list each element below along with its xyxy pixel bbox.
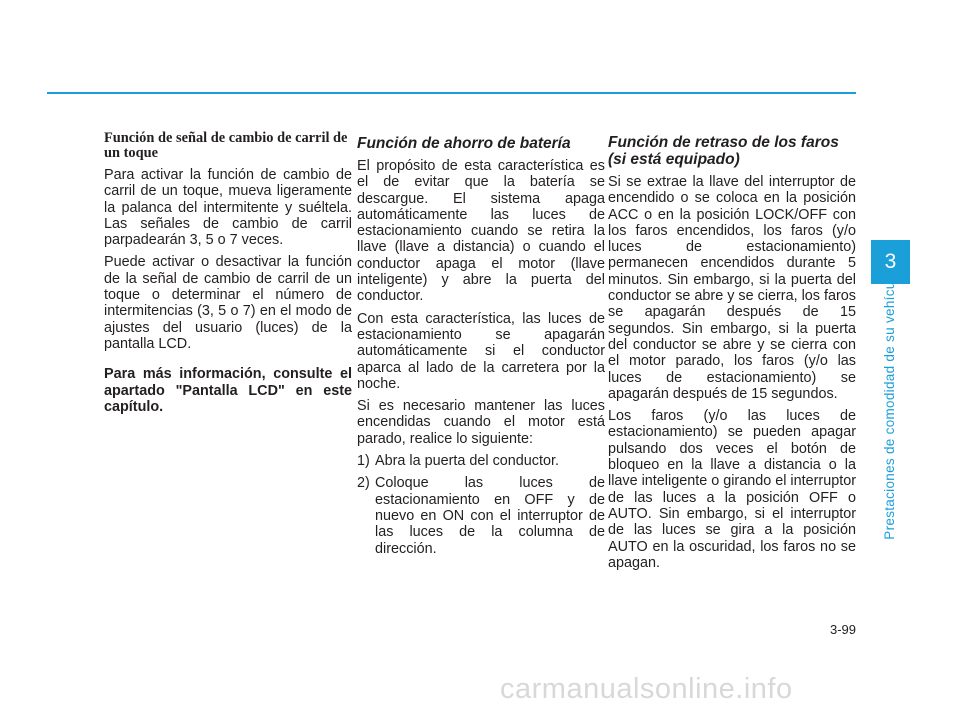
list-item (357, 475, 605, 556)
paragraph: Para activar la función de cambio de carril de un toque, mueva ligeramente la palanca del intermitente y suéltela. Las señales de cambio de carril parpadearán 3, 5 o 7 veces. (104, 167, 352, 249)
list-item (357, 453, 605, 469)
watermark: carmanualsonline.info (500, 673, 793, 705)
list-number: 1) (357, 453, 370, 470)
paragraph: El propósito de esta característica es el de evitar que la batería se descargue. El sistema apaga automáticamente las luces de estacionamiento cuando se retira la llave (llave a distancia) o cuando el conductor apaga el motor (llave inteligente) y abre la puerta del conductor. (357, 158, 605, 305)
info-note: Para más información, consulte el apartado "Pantalla LCD" en este capítulo. (104, 366, 352, 415)
section-heading: Función de retraso de los faros (si está equipado) (608, 134, 839, 168)
list-text: Abra la puerta del conductor. (375, 453, 560, 470)
top-rule (47, 92, 856, 94)
chapter-tab: 3 (871, 240, 910, 284)
column-one-touch-lane-change (104, 131, 352, 421)
page-number: 3-99 (829, 622, 856, 637)
column-battery-saver (357, 131, 605, 563)
paragraph: Los faros (y/o las luces de estacionamiento) se pueden apagar pulsando dos veces el botón de bloqueo en la llave a distancia o la llave inteligente o girando el interruptor de las luces a la posición OFF o AUTO. Sin embargo, si el interruptor de las luces se gira a la posición AUTO en la oscuridad, los faros no se apagan. (608, 408, 856, 571)
chapter-title-vertical: Prestaciones de comodidad de su vehículo (882, 270, 897, 540)
paragraph: Con esta característica, las luces de estacionamiento se apagarán automáticamente si el conductor aparca al lado de la carretera por la noche. (357, 310, 605, 392)
column-headlight-delay (608, 134, 856, 577)
list-text: Coloque las luces de estacionamiento en OFF y de nuevo en ON con el interruptor de las luces de la columna de dirección. (375, 475, 605, 557)
section-heading: Función de señal de cambio de carril de un toque (104, 130, 348, 161)
paragraph: Puede activar o desactivar la función de la señal de cambio de carril de un toque o determinar el número de intermitencias (3, 5 o 7) en el modo de ajustes del usuario (luces) de la pantalla LCD. (104, 254, 352, 352)
list-number: 2) (357, 475, 370, 492)
section-heading: Función de ahorro de batería (357, 135, 571, 152)
paragraph: Si es necesario mantener las luces encendidas cuando el motor está parado, realice lo siguiente: (357, 398, 605, 447)
paragraph: Si se extrae la llave del interruptor de encendido o se coloca en la posición ACC o en la posición LOCK/OFF con los faros encendidos, los faros (y/o luces de estacionamiento) permanecen encendidos durante 5 minutos. Sin embargo, si la puerta del conductor se abre y se cierra, los faros se apagarán después de 15 segundos. Sin embargo, si la puerta del conductor se abre y se cierra con el motor parado, los faros (y/o las luces de estacionamiento) se apagarán después de 15 segundos. (608, 174, 856, 402)
